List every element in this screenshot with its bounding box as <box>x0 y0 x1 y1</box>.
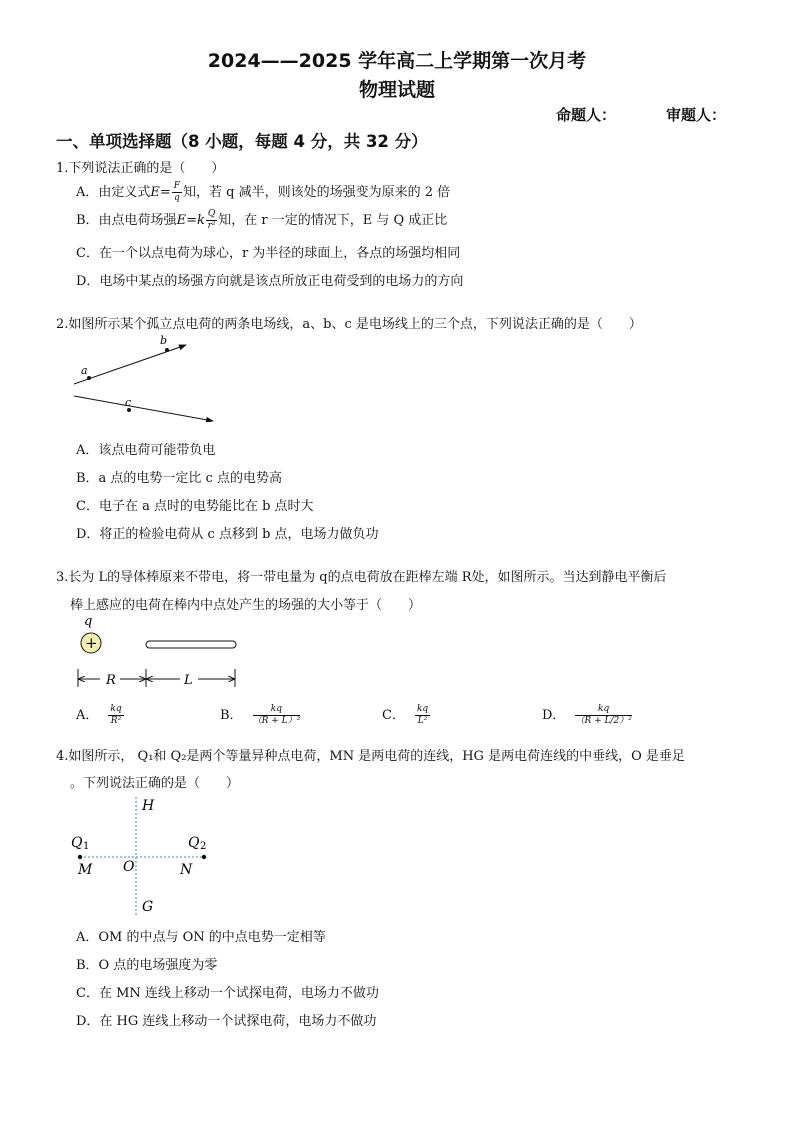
q1-b-lhs: E <box>176 212 187 228</box>
q1-b-k: k <box>196 212 205 228</box>
q3-option-a <box>76 702 125 728</box>
q1-a-prefix: A．由定义式 <box>76 184 151 200</box>
q1-a-lhs: E <box>150 184 160 200</box>
q1-stem: 1.下列说法正确的是（ ） <box>56 161 225 176</box>
q3-b-num: kq <box>253 705 301 716</box>
q1-a-rest: 知，若 q 减半，则该处的场强变为原来的 2 倍 <box>183 184 451 200</box>
q3-stem-line1: 3.长为 L的导体棒原来不带电，将一带电量为 q的点电荷放在距棒左端 R处，如图所示。当达到静电平衡后 <box>56 570 667 585</box>
q3-a-num: kq <box>110 703 122 714</box>
q1-a-den: q <box>174 192 180 203</box>
q4-option-d: D．在 HG 连线上移动一个试探电荷，电场力不做功 <box>76 1014 377 1029</box>
q2-option-d: D．将正的检验电荷从 c 点移到 b 点，电场力做负功 <box>76 527 379 542</box>
q2-field-lines-figure <box>62 332 232 422</box>
section-heading: 一、单项选择题（8 小题，每题 4 分，共 32 分） <box>56 132 428 151</box>
exam-title: 2024——2025 学年高二上学期第一次月考 <box>207 50 587 72</box>
q3-d-den: （R + L/2）² <box>575 715 632 726</box>
label-o: O <box>123 859 135 875</box>
q3-d-fraction <box>575 705 631 726</box>
point-a <box>87 376 91 380</box>
q3-b-fraction <box>253 705 301 726</box>
conductor-rod <box>146 641 236 648</box>
q2-stem: 2.如图所示某个孤立点电荷的两条电场线，a、b、c 是电场线上的三个点，下列说法正确的是（ ） <box>56 317 642 332</box>
q1-b-fraction <box>206 210 217 231</box>
q4-option-a: A．OM 的中点与 ON 的中点电势一定相等 <box>76 930 326 945</box>
label-q2-sub: 2 <box>200 841 207 852</box>
label-q2: Q <box>188 835 200 851</box>
q4-stem-line1: 4.如图所示， Q₁和 Q₂是两个等量异种点电荷，MN 是两电荷的连线，HG 是两电荷连线的中垂线，O 是垂足 <box>56 749 685 764</box>
q3-a-fraction <box>108 705 123 726</box>
q1-b-rest: 知，在 r 一定的情况下，E 与 Q 成正比 <box>218 212 448 228</box>
q3-a-den: R² <box>110 715 122 726</box>
q1-option-c: C．在一个以点电荷为球心，r 为半径的球面上，各点的场强均相同 <box>76 246 461 261</box>
q1-option-d: D．电场中某点的场强方向就是该点所放正电荷受到的电场力的方向 <box>76 274 464 289</box>
q3-option-d <box>542 702 633 728</box>
q4-option-c: C．在 MN 连线上移动一个试探电荷，电场力不做功 <box>76 986 379 1001</box>
q1-option-a: A．由定义式 E = $\frac{F}{q}$ 知，若 q 减半，则该处的场强变为原来的 2 倍 <box>76 180 451 203</box>
length-l-label: L <box>184 673 193 688</box>
q3-option-b <box>220 702 301 728</box>
plus-sign: + <box>85 634 98 652</box>
distance-r-label: R <box>106 673 116 688</box>
q1-a-fraction <box>172 182 182 203</box>
label-a: a <box>81 364 88 377</box>
q1-b-prefix: B．由点电荷场强 <box>76 212 177 228</box>
label-q1: Q <box>71 835 83 851</box>
q3-b-den: （R + L）² <box>252 715 301 726</box>
label-n: N <box>180 862 193 878</box>
reviewer-label: 审题人： <box>666 106 727 124</box>
q1-a-num: F <box>173 180 181 191</box>
q3-option-c <box>382 702 431 728</box>
q3-d-label: D． <box>542 707 566 723</box>
exam-subtitle: 物理试题 <box>358 79 435 101</box>
label-q1-sub: 1 <box>83 841 90 852</box>
label-h: H <box>142 798 155 814</box>
label-b: b <box>160 334 168 347</box>
point-b <box>165 348 169 352</box>
q3-c-fraction <box>415 705 430 726</box>
q3-rod-figure <box>70 612 250 694</box>
charge-q2-dot <box>202 855 206 859</box>
q1-option-b: B．由点电荷场强 E = k $\frac{Q}{\text{r²}}$ 知，在 r 一定的情况下，E 与 Q 成正比 <box>76 208 448 231</box>
q3-b-label: B． <box>220 707 243 723</box>
q2-option-a: A．该点电荷可能带负电 <box>76 443 216 458</box>
q1-b-num: Q <box>207 208 216 219</box>
q4-charges-figure <box>66 795 226 919</box>
field-line-lower <box>74 396 213 421</box>
label-g: G <box>142 899 154 915</box>
q3-c-num: kq <box>416 703 429 714</box>
q3-a-label: A． <box>76 707 99 723</box>
q3-d-num: kq <box>575 705 631 716</box>
charge-q1-dot <box>78 855 82 859</box>
q3-stem-line2: 棒上感应的电荷在棒内中点处产生的场强的大小等于（ ） <box>70 598 422 613</box>
q4-option-b: B．O 点的电场强度为零 <box>76 958 218 973</box>
q2-option-b: B．a 点的电势一定比 c 点的电势高 <box>76 471 282 486</box>
label-c: c <box>125 396 132 409</box>
author-label: 命题人： <box>556 106 617 124</box>
q1-b-den: r² <box>207 220 216 231</box>
q3-c-label: C． <box>382 707 405 723</box>
q3-c-den: L² <box>417 715 428 726</box>
label-m: M <box>78 862 93 878</box>
charge-q-label: q <box>84 614 93 629</box>
q2-option-c: C．电子在 a 点时的电势能比在 b 点时大 <box>76 499 314 514</box>
q4-stem-line2: 。下列说法正确的是（ ） <box>70 776 240 791</box>
